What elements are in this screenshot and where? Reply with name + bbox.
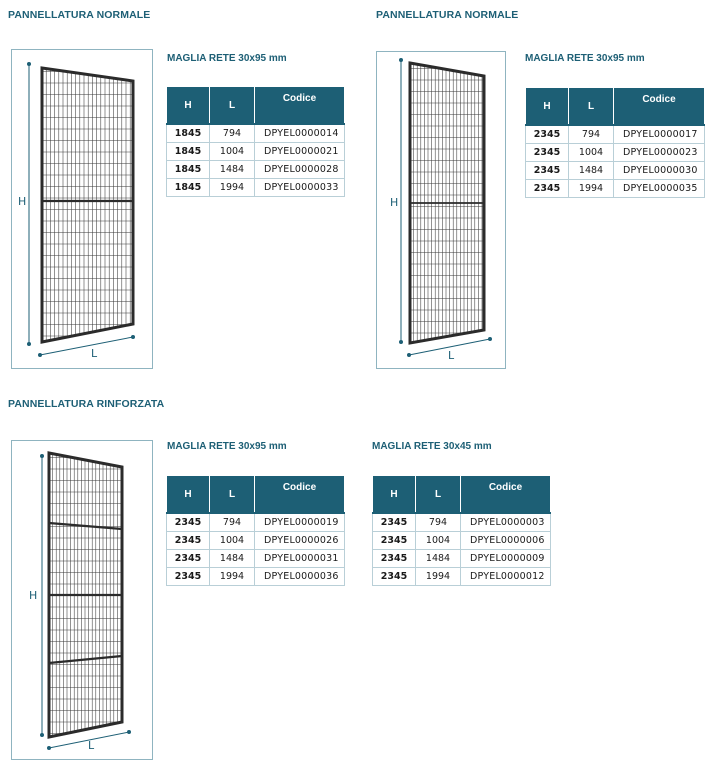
col-header-codice: Codice: [255, 87, 345, 125]
dim-h-label: H: [18, 195, 27, 208]
table-row: [526, 162, 705, 180]
cell-l: 1994: [210, 568, 255, 586]
table-header-row: [526, 88, 705, 126]
cell-codice: DPYEL0000017: [614, 125, 705, 144]
cell-l: 1994: [416, 568, 461, 586]
cell-h: 1845: [167, 124, 210, 143]
dim-l-label: L: [88, 739, 95, 752]
cell-codice: DPYEL0000035: [614, 180, 705, 198]
dim-l-label: L: [91, 347, 98, 360]
cell-h: 2345: [167, 568, 210, 586]
col-header-codice: Codice: [255, 476, 345, 514]
table-row: [373, 532, 551, 550]
cell-h: 1845: [167, 143, 210, 161]
col-header-l: L: [210, 87, 255, 125]
cell-l: 1484: [210, 161, 255, 179]
table-row: [526, 180, 705, 198]
panel-illustration-rinforzata: [11, 440, 153, 760]
cell-l: 794: [210, 513, 255, 532]
section3-title: PANNELLATURA RINFORZATA: [8, 398, 165, 410]
cell-h: 1845: [167, 161, 210, 179]
cell-l: 1994: [210, 179, 255, 197]
cell-codice: DPYEL0000030: [614, 162, 705, 180]
col-header-l: L: [210, 476, 255, 514]
dim-l-label: L: [448, 349, 455, 362]
table-row: [167, 568, 345, 586]
cell-h: 2345: [167, 513, 210, 532]
panel-drawing: [12, 50, 154, 370]
table-header-row: [167, 87, 345, 125]
cell-codice: DPYEL0000006: [461, 532, 551, 550]
cell-codice: DPYEL0000036: [255, 568, 345, 586]
section1-title: PANNELLATURA NORMALE: [8, 9, 151, 21]
cell-codice: DPYEL0000023: [614, 144, 705, 162]
cell-codice: DPYEL0000019: [255, 513, 345, 532]
table-row: [167, 161, 345, 179]
table-row: [167, 124, 345, 143]
section3-table-b-subtitle: MAGLIA RETE 30x45 mm: [372, 441, 492, 452]
cell-h: 2345: [373, 568, 416, 586]
col-header-h: H: [167, 476, 210, 514]
cell-h: 2345: [526, 162, 569, 180]
cell-h: 1845: [167, 179, 210, 197]
cell-codice: DPYEL0000012: [461, 568, 551, 586]
cell-codice: DPYEL0000009: [461, 550, 551, 568]
col-header-h: H: [167, 87, 210, 125]
cell-l: 1004: [210, 143, 255, 161]
cell-l: 1994: [569, 180, 614, 198]
cell-h: 2345: [526, 125, 569, 144]
cell-h: 2345: [373, 513, 416, 532]
cell-l: 794: [210, 124, 255, 143]
spec-table-rinforzata-30x95: [166, 475, 345, 586]
table-header-row: [167, 476, 345, 514]
cell-h: 2345: [167, 532, 210, 550]
cell-h: 2345: [373, 532, 416, 550]
spec-table-2345-normale: [525, 87, 705, 198]
col-header-l: L: [416, 476, 461, 514]
dim-h-label: H: [390, 196, 399, 209]
table-row: [373, 568, 551, 586]
table-row: [167, 550, 345, 568]
cell-codice: DPYEL0000028: [255, 161, 345, 179]
section2-title: PANNELLATURA NORMALE: [376, 9, 519, 21]
cell-l: 1004: [416, 532, 461, 550]
cell-l: 1484: [416, 550, 461, 568]
col-header-h: H: [526, 88, 569, 126]
panel-drawing: [377, 52, 507, 370]
table-row: [167, 532, 345, 550]
cell-l: 1484: [569, 162, 614, 180]
section2-subtitle: MAGLIA RETE 30x95 mm: [525, 53, 645, 64]
cell-codice: DPYEL0000021: [255, 143, 345, 161]
table-row: [373, 513, 551, 532]
cell-l: 794: [569, 125, 614, 144]
cell-l: 1004: [210, 532, 255, 550]
cell-l: 1004: [569, 144, 614, 162]
cell-codice: DPYEL0000031: [255, 550, 345, 568]
table-row: [526, 125, 705, 144]
cell-h: 2345: [526, 144, 569, 162]
cell-l: 1484: [210, 550, 255, 568]
spec-table-1845: [166, 86, 345, 197]
table-row: [526, 144, 705, 162]
col-header-h: H: [373, 476, 416, 514]
cell-h: 2345: [167, 550, 210, 568]
cell-l: 794: [416, 513, 461, 532]
col-header-l: L: [569, 88, 614, 126]
table-header-row: [373, 476, 551, 514]
panel-illustration-normal-1845: [11, 49, 153, 369]
cell-codice: DPYEL0000033: [255, 179, 345, 197]
table-row: [167, 513, 345, 532]
panel-drawing: [12, 441, 154, 761]
panel-illustration-normal-2345: [376, 51, 506, 369]
section1-subtitle: MAGLIA RETE 30x95 mm: [167, 53, 287, 64]
table-row: [167, 143, 345, 161]
cell-h: 2345: [373, 550, 416, 568]
section3-table-a-subtitle: MAGLIA RETE 30x95 mm: [167, 441, 287, 452]
table-row: [373, 550, 551, 568]
cell-codice: DPYEL0000014: [255, 124, 345, 143]
cell-h: 2345: [526, 180, 569, 198]
cell-codice: DPYEL0000026: [255, 532, 345, 550]
col-header-codice: Codice: [461, 476, 551, 514]
spec-table-rinforzata-30x45: [372, 475, 551, 586]
cell-codice: DPYEL0000003: [461, 513, 551, 532]
table-row: [167, 179, 345, 197]
dim-h-label: H: [29, 589, 38, 602]
col-header-codice: Codice: [614, 88, 705, 126]
